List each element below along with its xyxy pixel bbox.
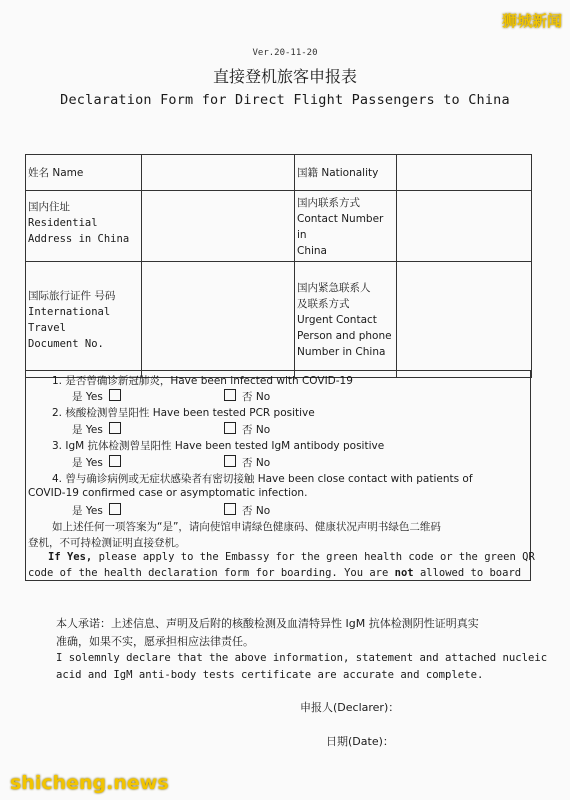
urgent-contact-field[interactable] — [397, 262, 532, 378]
yes-label: 是 Yes — [72, 505, 103, 517]
health-questions-box — [25, 370, 535, 581]
no-label: 否 No — [242, 391, 271, 403]
question-4-yes-checkbox[interactable] — [109, 503, 121, 515]
instruction-en-line-1 — [48, 551, 535, 563]
date-field[interactable] — [400, 732, 530, 750]
question-4-line-1: 4. 曾与确诊病例或无症状感染者有密切接触 Have been close contact with patients of — [52, 473, 473, 485]
date-label: 日期(Date)： — [326, 735, 394, 748]
pledge-cn-line-1: 本人承诺：上述信息、声明及后附的核酸检测及血清特异性 IgM 抗体检测阴性证明真实 — [56, 617, 479, 630]
form-title-cn: 直接登机旅客申报表 — [212, 67, 357, 86]
document-label-en-3: Document No. — [28, 338, 104, 350]
question-3: 3. IgM 抗体检测曾呈阳性 Have been tested IgM antibody positive — [52, 440, 385, 452]
question-3-no — [218, 455, 270, 470]
urgent-contact-label-cell — [295, 262, 397, 378]
form-title-en: Declaration Form for Direct Flight Passengers to China — [60, 92, 510, 108]
address-field[interactable] — [142, 191, 295, 262]
question-3-yes-checkbox[interactable] — [109, 455, 121, 467]
yes-label: 是 Yes — [72, 424, 103, 436]
document-label-cn: 国际旅行证件 号码 — [28, 290, 116, 302]
declarer-signature-label: 申报人(Declarer)： — [300, 701, 400, 714]
pledge-en-line-1: I solemnly declare that the above information, statement and attached nucleic — [56, 652, 548, 664]
if-yes-bold: If Yes, — [48, 551, 93, 563]
document-label-cell — [26, 262, 142, 378]
urgent-label-en-2: Person and phone — [297, 330, 392, 342]
question-1-yes-checkbox[interactable] — [109, 389, 121, 401]
urgent-label-cn-1: 国内紧急联系人 — [297, 282, 371, 294]
question-2: 2. 核酸检测曾呈阳性 Have been tested PCR positive — [52, 407, 315, 419]
no-label: 否 No — [242, 457, 271, 469]
instruction-en-line-2 — [28, 567, 521, 579]
question-4-yes — [72, 503, 127, 518]
instruction-en-line-2b: allowed to board — [413, 567, 522, 579]
contact-field[interactable] — [397, 191, 532, 262]
question-2-no-checkbox[interactable] — [224, 422, 236, 434]
name-field[interactable] — [142, 155, 295, 191]
watermark-bottom: shicheng.news — [10, 772, 169, 794]
question-4-line-2: COVID-19 confirmed case or asymptomatic infection. — [28, 487, 308, 499]
form-version: Ver.20-11-20 — [252, 48, 318, 58]
yes-label: 是 Yes — [72, 457, 103, 469]
contact-label-cell — [295, 191, 397, 262]
pledge-cn-line-2: 准确，如果不实，愿承担相应法律责任。 — [56, 635, 254, 648]
not-bold: not — [394, 567, 414, 579]
question-4-no-checkbox[interactable] — [224, 503, 236, 515]
document-label-en-2: Travel — [28, 322, 66, 334]
question-1-no-checkbox[interactable] — [224, 389, 236, 401]
passenger-info-table — [25, 154, 532, 378]
urgent-label-en-1: Urgent Contact — [297, 314, 377, 326]
declarer-signature-field[interactable] — [410, 698, 530, 716]
watermark-top: 狮城新闻 — [501, 12, 562, 30]
instruction-en-line-1-text: please apply to the Embassy for the green health code or the green QR — [92, 551, 535, 563]
urgent-label-en-3: Number in China — [297, 346, 386, 358]
contact-label-en-1: Contact Number in — [297, 213, 384, 241]
name-label-cell — [26, 155, 142, 191]
question-1-no — [218, 389, 270, 404]
instruction-en-line-2a: code of the health declaration form for boarding. You are — [28, 567, 395, 579]
nationality-label-cell — [295, 155, 397, 191]
question-2-yes-checkbox[interactable] — [109, 422, 121, 434]
instruction-cn-line-2: 登机，不可持检测证明直接登机。 — [28, 537, 186, 549]
contact-label-cn: 国内联系方式 — [297, 197, 360, 209]
address-label-en-2: Address in China — [28, 233, 130, 245]
question-2-yes — [72, 422, 127, 437]
instruction-cn-line-1: 如上述任何一项答案为“是”，请向使馆申请绿色健康码、健康状况声明书绿色二维码 — [52, 521, 441, 533]
question-2-no — [218, 422, 270, 437]
name-label: 姓名 Name — [28, 166, 84, 179]
address-label-cell — [26, 191, 142, 262]
pledge-en-line-2: acid and IgM anti-body tests certificate are accurate and complete. — [56, 669, 484, 681]
urgent-label-cn-2: 及联系方式 — [297, 298, 350, 310]
question-4-no — [218, 503, 270, 518]
nationality-label: 国籍 Nationality — [297, 166, 379, 179]
document-field[interactable] — [142, 262, 295, 378]
contact-label-en-2: China — [297, 245, 327, 257]
no-label: 否 No — [242, 505, 271, 517]
question-1-yes — [72, 389, 127, 404]
question-3-no-checkbox[interactable] — [224, 455, 236, 467]
yes-label: 是 Yes — [72, 391, 103, 403]
address-label-en-1: Residential — [28, 217, 98, 229]
document-label-en-1: International — [28, 306, 111, 318]
question-3-yes — [72, 455, 127, 470]
no-label: 否 No — [242, 424, 271, 436]
question-1: 1. 是否曾确诊新冠肺炎，Have been infected with COVID-19 — [52, 375, 353, 387]
address-label-cn: 国内住址 — [28, 201, 70, 213]
nationality-field[interactable] — [397, 155, 532, 191]
